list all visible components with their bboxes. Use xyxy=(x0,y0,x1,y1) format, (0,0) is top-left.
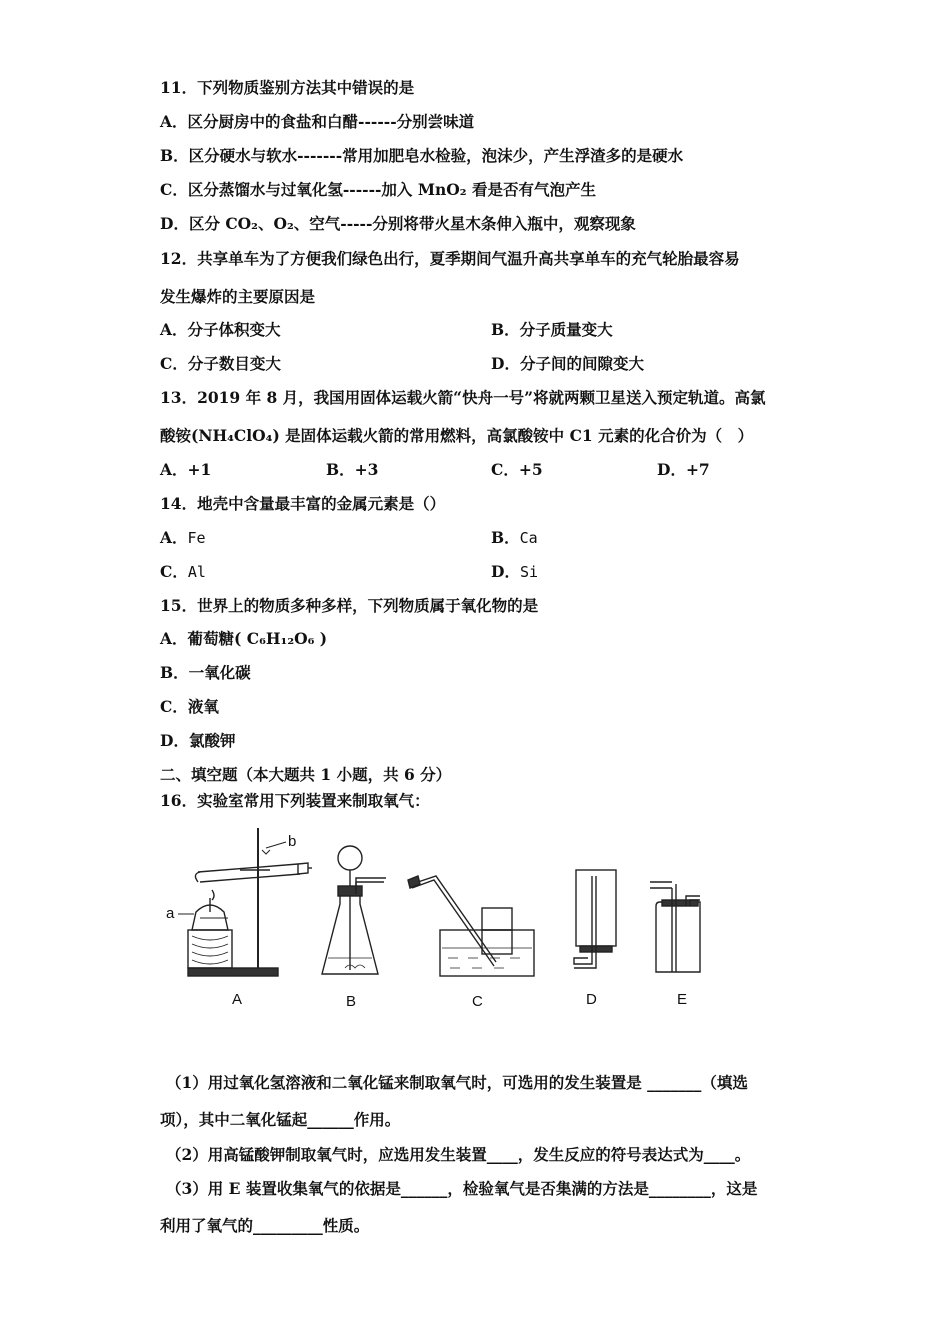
q12-option-b: B．分子质量变大 xyxy=(491,320,613,339)
q13-stem-line2: 酸铵(NH₄ClO₄) 是固体运载火箭的常用燃料，高氯酸铵中 C1 元素的化合价为（ ） xyxy=(160,426,754,445)
q16-part3-line1: （3）用 E 装置收集氧气的依据是______，检验氧气是否集满的方法是________，这是 xyxy=(166,1179,758,1198)
label-a-lower: a xyxy=(166,905,175,922)
q14-option-a: A．Fe xyxy=(160,528,206,547)
label-c: C xyxy=(472,993,483,1010)
apparatus-e xyxy=(650,882,700,972)
q16-part2: （2）用高锰酸钾制取氧气时，应选用发生装置____，发生反应的符号表达式为____。 xyxy=(166,1145,751,1164)
q15-option-a: A．葡萄糖( C₆H₁₂O₆ ) xyxy=(160,629,328,648)
q12-option-c: C．分子数目变大 xyxy=(160,354,281,373)
label-b-lower: b xyxy=(288,833,297,850)
label-d: D xyxy=(586,991,597,1008)
apparatus-c xyxy=(408,876,534,976)
q11-option-a: A．区分厨房中的食盐和白醋------分别尝味道 xyxy=(160,112,475,131)
q14-option-b: B．Ca xyxy=(491,528,538,547)
label-a: A xyxy=(232,991,243,1008)
q12-option-d: D．分子间的间隙变大 xyxy=(491,354,644,373)
label-e: E xyxy=(677,991,688,1008)
q15-option-b: B．一氧化碳 xyxy=(160,663,251,682)
q14-option-d: D．Si xyxy=(491,562,539,581)
q13-option-b: B．+3 xyxy=(326,460,379,479)
q16-stem: 16．实验室常用下列装置来制取氧气： xyxy=(160,791,430,810)
q14-stem: 14．地壳中含量最丰富的金属元素是（） xyxy=(160,494,446,513)
q16-part1-line2: 项），其中二氧化锰起______作用。 xyxy=(160,1110,401,1129)
q13-option-c: C．+5 xyxy=(491,460,543,479)
q13-option-d: D．+7 xyxy=(657,460,710,479)
q13-stem-line1: 13．2019 年 8 月，我国用固体运载火箭“快舟一号”将就两颗卫星送入预定轨道。高氯 xyxy=(160,388,766,407)
q13-option-a: A．+1 xyxy=(160,460,212,479)
q15-stem: 15．世界上的物质多种多样，下列物质属于氧化物的是 xyxy=(160,596,539,615)
q12-option-a: A．分子体积变大 xyxy=(160,320,281,339)
q14-option-c: C．Al xyxy=(160,562,206,581)
apparatus-d xyxy=(574,870,616,968)
q11-option-c: C．区分蒸馏水与过氧化氢------加入 MnO₂ 看是否有气泡产生 xyxy=(160,180,596,199)
q11-option-b: B．区分硬水与软水-------常用加肥皂水检验，泡沫少，产生浮渣多的是硬水 xyxy=(160,146,684,165)
apparatus-a xyxy=(178,828,312,976)
q16-part3-line2: 利用了氧气的_________性质。 xyxy=(160,1216,370,1235)
apparatus-b xyxy=(322,846,386,974)
q12-stem-line1: 12．共享单车为了方便我们绿色出行，夏季期间气温升高共享单车的充气轮胎最容易 xyxy=(160,249,740,268)
section-heading: 二、填空题（本大题共 1 小题，共 6 分） xyxy=(160,765,452,784)
q11-option-d: D．区分 CO₂、O₂、空气-----分别将带火星木条伸入瓶中，观察现象 xyxy=(160,214,636,233)
q11-stem: 11．下列物质鉴别方法其中错误的是 xyxy=(160,78,415,97)
q12-stem-line2: 发生爆炸的主要原因是 xyxy=(160,287,316,306)
q16-part1-line1: （1）用过氧化氢溶液和二氧化锰来制取氧气时，可选用的发生装置是 _______（填选 xyxy=(166,1073,748,1092)
lab-apparatus-figure xyxy=(150,820,720,1020)
q15-option-c: C．液氧 xyxy=(160,697,219,716)
label-b: B xyxy=(346,993,357,1010)
q15-option-d: D．氯酸钾 xyxy=(160,731,236,750)
